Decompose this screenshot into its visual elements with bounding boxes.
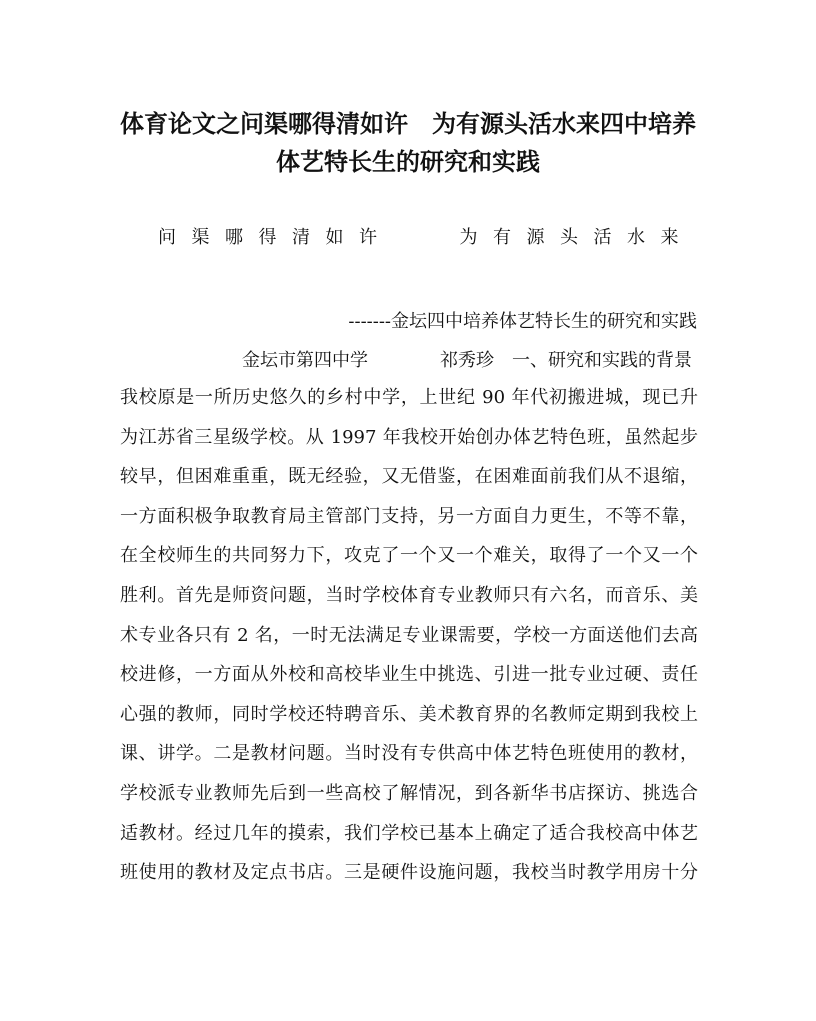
author-line: 金坛市第四中学 祁秀珍 一、研究和实践的背景	[242, 350, 692, 371]
body-paragraph	[120, 389, 698, 904]
body-line: 胜利。首先是师资问题，当时学校体育专业教师只有六名，而音乐、美	[120, 584, 698, 606]
subtitle-line: -------金坛四中培养体艺特长生的研究和实践	[348, 311, 697, 332]
document-title-line-2: 体艺特长生的研究和实践	[276, 147, 540, 176]
body-line: 术专业各只有 2 名，一时无法满足专业课需要，学校一方面送他们去高	[120, 624, 698, 646]
body-line: 适教材。经过几年的摸索，我们学校已基本上确定了适合我校高中体艺	[120, 822, 698, 844]
body-line: 学校派专业教师先后到一些高校了解情况，到各新华书店探访、挑选合	[120, 782, 698, 804]
spaced-heading: 问渠哪得清如许 为有源头活水来	[158, 227, 694, 248]
document-title-line-1: 体育论文之问渠哪得清如许 为有源头活水来四中培养	[120, 109, 696, 138]
body-line: 心强的教师，同时学校还特聘音乐、美术教育界的名教师定期到我校上	[120, 703, 698, 725]
body-line: 为江苏省三星级学校。从 1997 年我校开始创办体艺特色班，虽然起步	[120, 426, 698, 448]
body-line: 校进修，一方面从外校和高校毕业生中挑选、引进一批专业过硬、责任	[120, 664, 698, 686]
body-line: 我校原是一所历史悠久的乡村中学，上世纪 90 年代初搬进城，现已升	[120, 387, 698, 408]
body-line: 班使用的教材及定点书店。三是硬件设施问题，我校当时教学用房十分	[120, 862, 698, 884]
body-line: 一方面积极争取教育局主管部门支持，另一方面自力更生，不等不靠，	[120, 505, 698, 527]
body-line: 较早，但困难重重，既无经验，又无借鉴，在困难面前我们从不退缩，	[120, 466, 698, 488]
body-line: 课、讲学。二是教材问题。当时没有专供高中体艺特色班使用的教材，	[120, 743, 698, 765]
body-line: 在全校师生的共同努力下，攻克了一个又一个难关，取得了一个又一个	[120, 545, 698, 567]
